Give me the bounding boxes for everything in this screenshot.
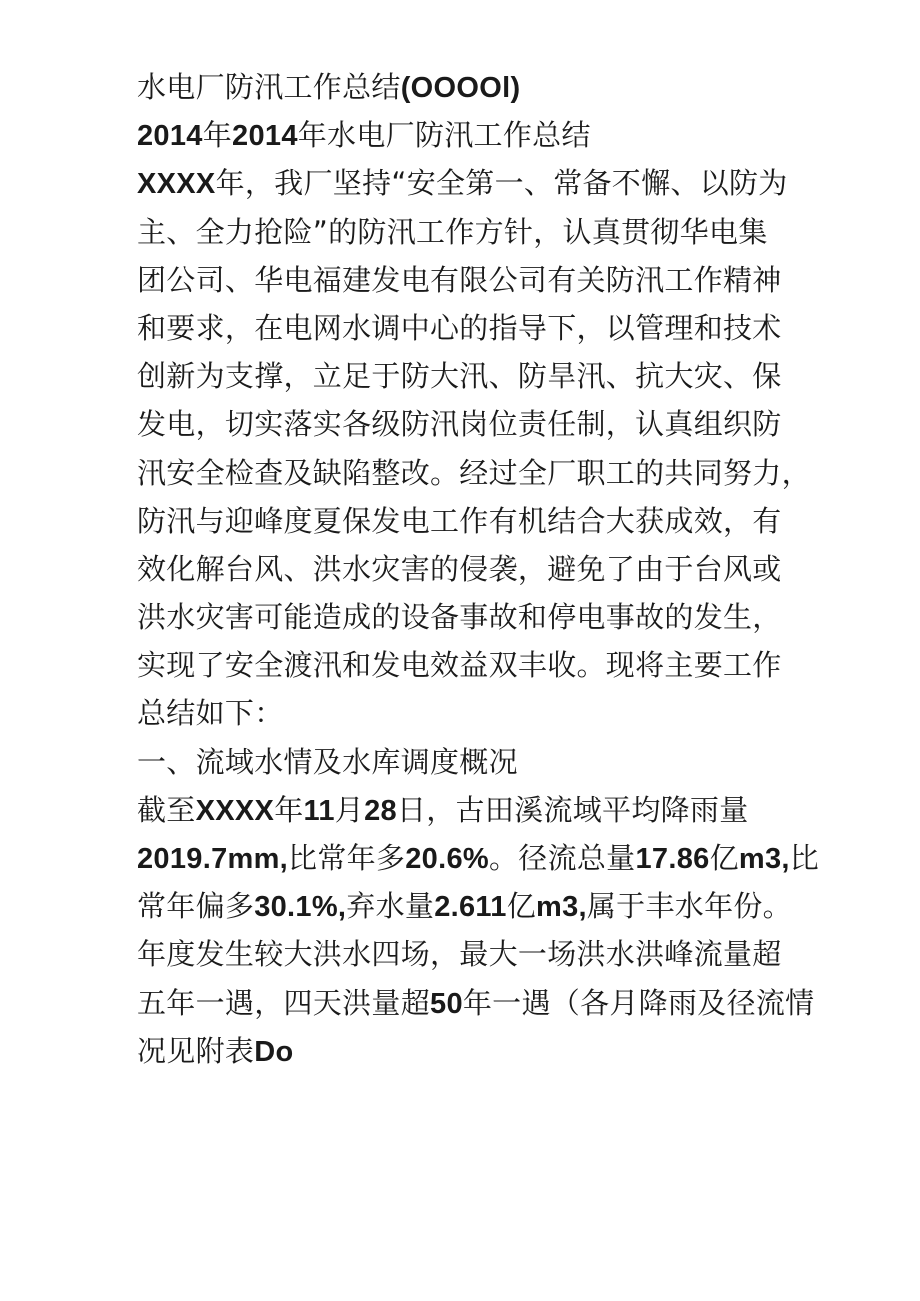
paragraph-line: 截至XXXX年11月28日，古田溪流域平均降雨量 (137, 792, 749, 827)
document-subtitle: 2014年2014年水电厂防汛工作总结 (137, 118, 591, 153)
paragraph-line: 常年偏多30.1%,弃水量2.611亿m3,属于丰水年份。 (137, 889, 792, 924)
paragraph-line: 主、全力抢险”的防汛工作方针，认真贯彻华电集 (137, 214, 768, 249)
document-title: 水电厂防汛工作总结(OOOOl) (137, 70, 521, 104)
section-heading: 一、流域水情及水库调度概况 (137, 744, 518, 779)
paragraph-line: 团公司、华电福建发电有限公司有关防汛工作精神 (137, 262, 782, 297)
paragraph-line: 效化解台风、洪水灾害的侵袭，避免了由于台风或 (137, 551, 782, 586)
paragraph-line: 发电，切实落实各级防汛岗位责任制，认真组织防 (137, 407, 782, 442)
paragraph-line: 创新为支撑，立足于防大汛、防旱汛、抗大灾、保 (137, 359, 782, 394)
paragraph-line: 五年一遇，四天洪量超50年一遇（各月降雨及径流情 (137, 985, 815, 1020)
document-body (137, 63, 820, 1075)
paragraph-line: 实现了安全渡汛和发电效益双丰收。现将主要工作 (137, 648, 782, 683)
paragraph-line: 况见附表Do (137, 1033, 294, 1068)
paragraph-line: XXXX年，我厂坚持“安全第一、常备不懈、以防为 (137, 166, 788, 201)
paragraph-line: 2019.7mm,比常年多20.6%。径流总量17.86亿m3,比 (137, 841, 820, 875)
paragraph-line: 洪水灾害可能造成的设备事故和停电事故的发生， (137, 600, 782, 635)
paragraph-line: 年度发生较大洪水四场，最大一场洪水洪峰流量超 (137, 937, 782, 972)
paragraph-line: 防汛与迎峰度夏保发电工作有机结合大获成效，有 (137, 503, 782, 538)
paragraph-line: 和要求，在电网水调中心的指导下，以管理和技术 (137, 310, 782, 345)
paragraph-line: 总结如下： (137, 696, 284, 731)
paragraph-line: 汛安全检查及缺陷整改。经过全厂职工的共同努力， (137, 455, 811, 490)
